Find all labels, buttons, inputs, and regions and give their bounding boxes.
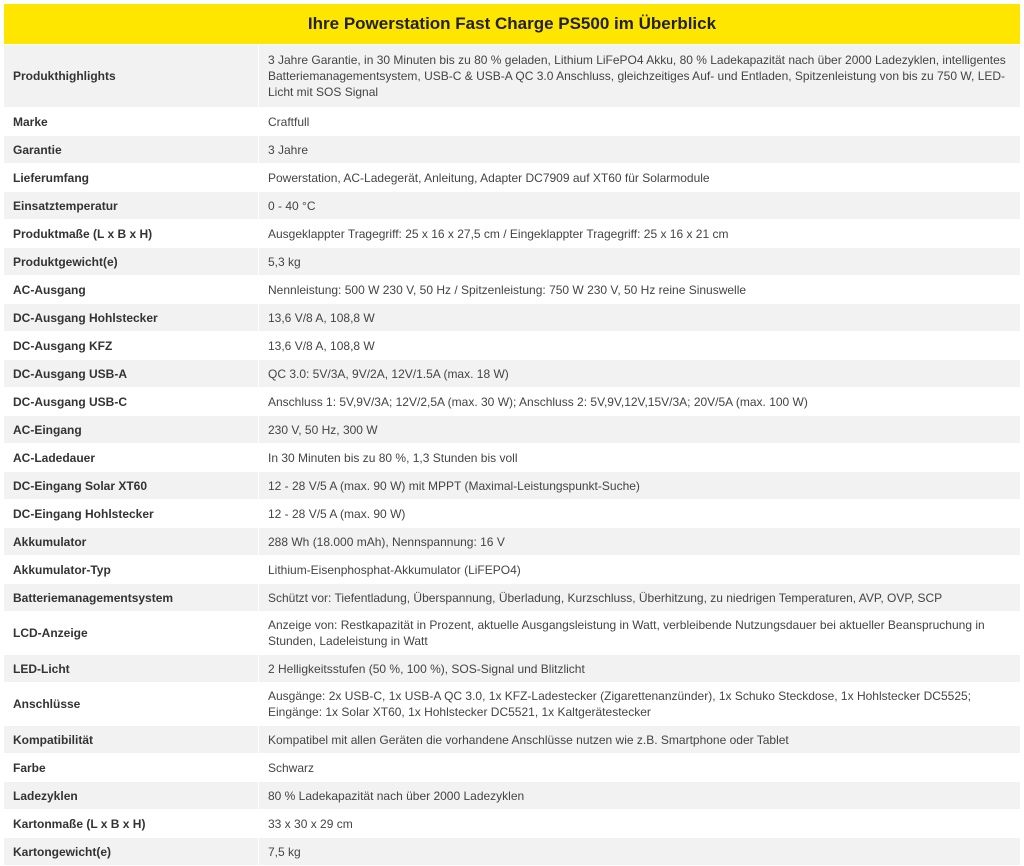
row-label: LED-Licht xyxy=(4,655,259,682)
row-value: 3 Jahre xyxy=(259,136,1020,163)
table-row xyxy=(4,332,1020,360)
table-row xyxy=(4,136,1020,164)
table-row xyxy=(4,304,1020,332)
row-value: Lithium-Eisenphosphat-Akkumulator (LiFEPO4) xyxy=(259,556,1020,583)
row-label: DC-Ausgang USB-A xyxy=(4,360,259,387)
row-label: Garantie xyxy=(4,136,259,163)
row-value: 3 Jahre Garantie, in 30 Minuten bis zu 80 % geladen, Lithium LiFePO4 Akku, 80 % Ladekapazität nach über 2000 Ladezyklen, intelligentes Batteriemanagementsystem, USB-C & USB-A QC 3.0 Anschluss, gleichzeitiges Auf- und Entladen, Spitzenleistung von bis zu 750 W, LED-Licht mit SOS Signal xyxy=(259,45,1020,107)
table-row xyxy=(4,108,1020,136)
row-value: 288 Wh (18.000 mAh), Nennspannung: 16 V xyxy=(259,528,1020,555)
table-row xyxy=(4,248,1020,276)
row-value: Craftfull xyxy=(259,108,1020,135)
row-label: Produkthighlights xyxy=(4,45,259,107)
table-row xyxy=(4,164,1020,192)
row-value: 12 - 28 V/5 A (max. 90 W) mit MPPT (Maximal-Leistungspunkt-Suche) xyxy=(259,472,1020,499)
row-label: Produktgewicht(e) xyxy=(4,248,259,275)
row-label: Kartonmaße (L x B x H) xyxy=(4,810,259,837)
row-label: Ladezyklen xyxy=(4,782,259,809)
spec-rows xyxy=(4,45,1020,866)
row-value: QC 3.0: 5V/3A, 9V/2A, 12V/1.5A (max. 18 W) xyxy=(259,360,1020,387)
row-value: 230 V, 50 Hz, 300 W xyxy=(259,416,1020,443)
row-value: 12 - 28 V/5 A (max. 90 W) xyxy=(259,500,1020,527)
row-label: Anschlüsse xyxy=(4,683,259,725)
row-value: Anschluss 1: 5V,9V/3A; 12V/2,5A (max. 30 W); Anschluss 2: 5V,9V,12V,15V/3A; 20V/5A (max. 100 W) xyxy=(259,388,1020,415)
row-value: Nennleistung: 500 W 230 V, 50 Hz / Spitzenleistung: 750 W 230 V, 50 Hz reine Sinuswelle xyxy=(259,276,1020,303)
row-value: Ausgeklappter Tragegriff: 25 x 16 x 27,5 cm / Eingeklappter Tragegriff: 25 x 16 x 21 cm xyxy=(259,220,1020,247)
row-label: Kompatibilität xyxy=(4,726,259,753)
table-row xyxy=(4,444,1020,472)
row-label: AC-Ausgang xyxy=(4,276,259,303)
row-value: Powerstation, AC-Ladegerät, Anleitung, Adapter DC7909 auf XT60 für Solarmodule xyxy=(259,164,1020,191)
table-row xyxy=(4,838,1020,866)
table-row xyxy=(4,416,1020,444)
table-row xyxy=(4,655,1020,683)
row-value: Schwarz xyxy=(259,754,1020,781)
row-value: Kompatibel mit allen Geräten die vorhandene Anschlüsse nutzen wie z.B. Smartphone oder Tablet xyxy=(259,726,1020,753)
table-row xyxy=(4,500,1020,528)
table-row xyxy=(4,782,1020,810)
row-value: In 30 Minuten bis zu 80 %, 1,3 Stunden bis voll xyxy=(259,444,1020,471)
row-label: Lieferumfang xyxy=(4,164,259,191)
row-label: Produktmaße (L x B x H) xyxy=(4,220,259,247)
table-row xyxy=(4,683,1020,726)
row-label: Einsatztemperatur xyxy=(4,192,259,219)
table-row xyxy=(4,754,1020,782)
row-value: 13,6 V/8 A, 108,8 W xyxy=(259,304,1020,331)
table-row xyxy=(4,528,1020,556)
row-value: 7,5 kg xyxy=(259,838,1020,865)
row-label: Akkumulator-Typ xyxy=(4,556,259,583)
table-row xyxy=(4,220,1020,248)
table-title: Ihre Powerstation Fast Charge PS500 im Überblick xyxy=(4,4,1020,45)
table-row xyxy=(4,472,1020,500)
row-label: DC-Eingang Hohlstecker xyxy=(4,500,259,527)
row-value: Anzeige von: Restkapazität in Prozent, aktuelle Ausgangsleistung in Watt, verbleibende Nutzungsdauer bei aktueller Beanspruchung in Stunden, Ladeleistung in Watt xyxy=(259,612,1020,654)
row-value: 13,6 V/8 A, 108,8 W xyxy=(259,332,1020,359)
table-row xyxy=(4,810,1020,838)
row-value: 33 x 30 x 29 cm xyxy=(259,810,1020,837)
table-row xyxy=(4,556,1020,584)
row-label: Farbe xyxy=(4,754,259,781)
table-row xyxy=(4,276,1020,304)
row-label: AC-Eingang xyxy=(4,416,259,443)
row-value: 80 % Ladekapazität nach über 2000 Ladezyklen xyxy=(259,782,1020,809)
table-row xyxy=(4,45,1020,108)
row-label: Batteriemanagementsystem xyxy=(4,584,259,611)
row-label: DC-Eingang Solar XT60 xyxy=(4,472,259,499)
table-row xyxy=(4,192,1020,220)
row-label: Kartongewicht(e) xyxy=(4,838,259,865)
row-value: 5,3 kg xyxy=(259,248,1020,275)
row-value: 2 Helligkeitsstufen (50 %, 100 %), SOS-Signal und Blitzlicht xyxy=(259,655,1020,682)
table-row xyxy=(4,726,1020,754)
row-label: LCD-Anzeige xyxy=(4,612,259,654)
row-label: DC-Ausgang Hohlstecker xyxy=(4,304,259,331)
row-label: AC-Ladedauer xyxy=(4,444,259,471)
table-row xyxy=(4,584,1020,612)
row-value: Schützt vor: Tiefentladung, Überspannung, Überladung, Kurzschluss, Überhitzung, zu niedrigen Temperaturen, AVP, OVP, SCP xyxy=(259,584,1020,611)
row-label: DC-Ausgang USB-C xyxy=(4,388,259,415)
row-label: Akkumulator xyxy=(4,528,259,555)
table-row xyxy=(4,388,1020,416)
table-row xyxy=(4,360,1020,388)
row-label: Marke xyxy=(4,108,259,135)
table-row xyxy=(4,612,1020,655)
spec-table xyxy=(4,4,1020,866)
row-value: Ausgänge: 2x USB-C, 1x USB-A QC 3.0, 1x KFZ-Ladestecker (Zigarettenanzünder), 1x Schuko Steckdose, 1x Hohlstecker DC5525; Eingänge: 1x Solar XT60, 1x Hohlstecker DC5521, 1x Kaltgerätestecker xyxy=(259,683,1020,725)
row-value: 0 - 40 °C xyxy=(259,192,1020,219)
row-label: DC-Ausgang KFZ xyxy=(4,332,259,359)
